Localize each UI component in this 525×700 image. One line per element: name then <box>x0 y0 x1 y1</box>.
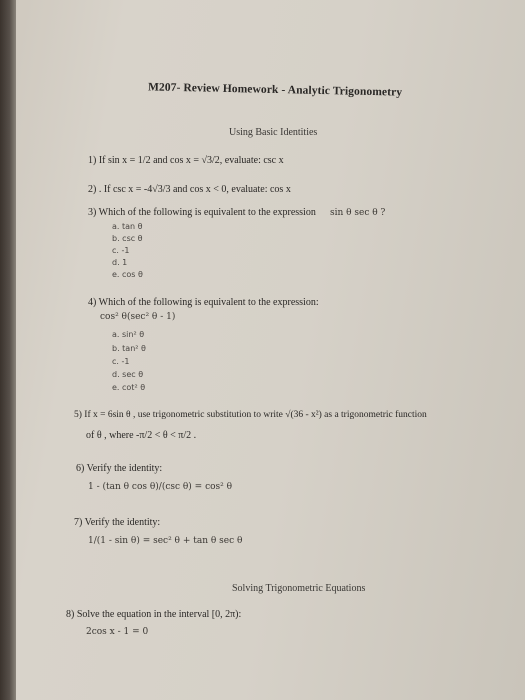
question-7-identity: 1/(1 - sin θ) = sec² θ + tan θ sec θ <box>88 536 243 546</box>
question-4-option-b: b. tan² θ <box>112 344 146 353</box>
question-4-stem: 4) Which of the following is equivalent to the expression: <box>88 297 319 308</box>
question-3-option-b: b. csc θ <box>112 234 143 243</box>
question-3-option-e: e. cos θ <box>112 270 143 279</box>
question-3-expression: sin θ sec θ ? <box>330 208 386 218</box>
question-6-identity: 1 - (tan θ cos θ)/(csc θ) = cos² θ <box>88 482 233 492</box>
question-3-option-c: c. -1 <box>112 246 130 255</box>
question-4-option-c: c. -1 <box>112 357 130 366</box>
question-4-option-d: d. sec θ <box>112 370 144 379</box>
question-4-option-a: a. sin² θ <box>112 330 145 339</box>
question-5-line-1: 5) If x = 6sin θ , use trigonometric substitution to write √(36 - x²) as a trigonometric function <box>74 410 427 420</box>
question-3-option-a: a. tan θ <box>112 222 143 231</box>
question-5-line-2: of θ , where -π/2 < θ < π/2 . <box>86 430 197 441</box>
question-4-expression: cos² θ(sec² θ - 1) <box>100 312 176 322</box>
section-heading-equations: Solving Trigonometric Equations <box>232 583 366 594</box>
question-3-stem: 3) Which of the following is equivalent to the expression <box>88 207 316 218</box>
question-8-stem: 8) Solve the equation in the interval [0, 2π): <box>66 609 242 620</box>
binder-edge <box>0 0 16 700</box>
question-3-option-d: d. 1 <box>112 258 128 267</box>
question-7-stem: 7) Verify the identity: <box>74 517 161 528</box>
page-title: M207- Review Homework - Analytic Trigonometry <box>147 81 403 99</box>
question-6-stem: 6) Verify the identity: <box>76 463 163 474</box>
section-heading-identities: Using Basic Identities <box>229 127 318 138</box>
question-1: 1) If sin x = 1/2 and cos x = √3/2, evaluate: csc x <box>88 155 284 166</box>
question-2: 2) . If csc x = -4√3/3 and cos x < 0, evaluate: cos x <box>88 184 291 195</box>
question-4-option-e: e. cot² θ <box>112 383 146 392</box>
worksheet-page <box>14 0 525 700</box>
question-8-equation: 2cos x - 1 = 0 <box>86 627 149 637</box>
